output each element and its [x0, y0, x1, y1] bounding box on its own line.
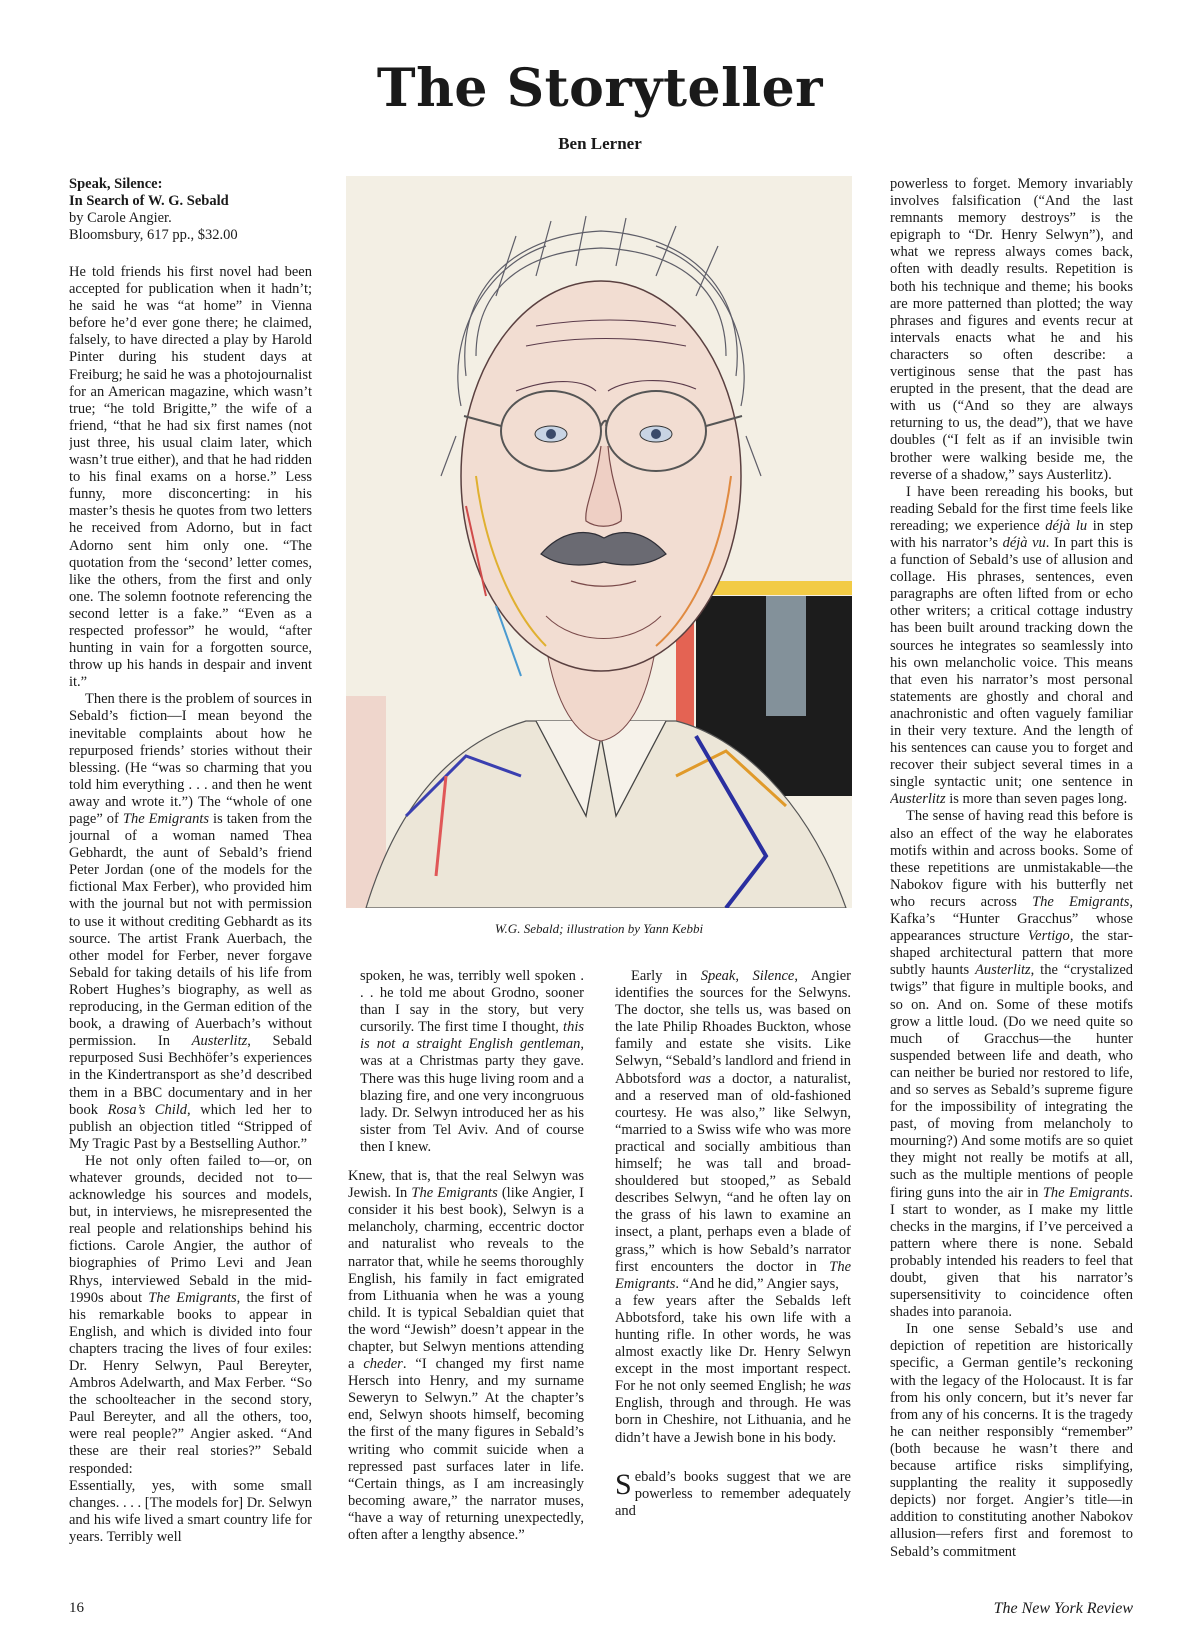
section-opening-paragraph: Sebald’s books suggest that we are powerless to remember adequately and [615, 1467, 851, 1519]
book-title [69, 176, 312, 210]
text-column-4 [890, 176, 1133, 1566]
portrait-illustration [346, 176, 852, 908]
block-quote-continuation: spoken, he was, terribly well spoken . . . he told me about Grodno, sooner than I say in the story, but very cursorily. The first time I thought, this is not a straight English gentleman, was at a Christmas party they gave. There was this huge living room and a blazing fire, and one very incongruous lady. Dr. Selwyn introduced her as his sister from Tel Aviv. And of course then I knew. [360, 968, 584, 1155]
block-quote: a few years after the Sebalds left Abbotsford, take his own life with a hunting rifle. In other words, he was almost exactly like Dr. Henry Selwyn except in the most important respect. For he not only seemed English; he was English, through and through. He was born in Cheshire, not Lithuania, and he didn’t have a Jewish bone in his body. [615, 1292, 851, 1446]
paragraph: Early in Speak, Silence, Angier identifies the sources for the Selwyns. The doctor, she tells us, was based on the late Philip Rhoades Buckton, whose family and estate she visits. Like Selwyn, “Sebald’s landlord and friend in Abbotsford was a doctor, a naturalist, and a reserved man of old-fashioned courtesy. He was also,” like Selwyn, “married to a Swiss wife who was more practical and socially ambitious than himself; he was tall and broad-shouldered but stooped,” as Sebald describes Selwyn, “and he often lay on the grass of his lawn to examine an insect, a plant, perhaps even a blade of grass,” which is how Sebald’s narrator first encounters the doctor in The Emigrants. “And he did,” Angier says, [615, 968, 851, 1292]
paragraph: The sense of having read this before is also an effect of the way he elaborates motifs within and across books. Some of these repetitions are unmistakable—the Nabokov figure with his butterfly net who recurs across The Emigrants, Kafka’s “Hunter Gracchus” whose appearances structure Vertigo, the star-shaped architectural pattern that more subtly haunts Austerlitz, the “crystalized twigs” that figure in multiple books, and so on. And on. Some of these motifs grow a little loud. (Do we need quite so much of Gracchus—the hunter suspended between life and death, who can neither be buried nor restored to life, and so serves as Sebald’s supreme figure for the impossibility of integrating the past, of moving from melancholy to mourning?) And some motifs are so quiet they might not really be motifs at all, such as the multiple mentions of people firing guns into the air in The Emigrants. I start to wonder, as I make my little checks in the margins, if I’ve perceived a pattern where there is none. Sebald probably intended his readers to feel that doubt, given that his narrator’s supersensitivity to coincidence often shades into paranoia. [890, 808, 1133, 1321]
portrait-drawing [346, 176, 852, 908]
paragraph: I have been rereading his books, but reading Sebald for the first time feels like rereading; we experience déjà lu in step with his narrator’s déjà vu. In part this is a function of Sebald’s use of allusion and collage. His phrases, sentences, even paragraphs are often lifted from or echo other writers; a critical cottage industry has been built around tracking down the sources he integrates so seamlessly into his own melancholic voice. This means that even his narrator’s most personal statements are ghostly and choral and anachronistic and often vaguely familiar in their very texture. And the length of his sentences can cause you to forget and recover their subject several times in a single syntactic unit; one sentence in Austerlitz is more than seven pages long. [890, 483, 1133, 808]
book-title-line-2: In Search of W. G. Sebald [69, 193, 229, 209]
book-author: by Carole Angier. [69, 210, 172, 226]
paragraph: In one sense Sebald’s use and depiction of repetition are historically specific, a German gentile’s reckoning with the legacy of the Holocaust. It is far from his only concern, but it’s never far from any of his concerns. It is the tragedy he can neither responsibly “remember” (both because he wasn’t there and because artifice risks simplifying, supplanting the reality it supposedly depicts) nor forget. Angier’s title—in addition to constituting another Nabokov allusion—refers first and foremost to Sebald’s commitment [890, 1321, 1133, 1560]
paragraph: He told friends his first novel had been accepted for publication when it hadn’t; he said he was “at home” in Vienna before he’d ever gone there; he claimed, falsely, to have directed a play by Harold Pinter during his student days at Freiburg; he said he was a photojournalist for an American magazine, which wasn’t true; “he told Brigitte,” the wife of a friend, “that he had six first names (not just three, his usual claim later, which wasn’t true either), and that he had ridden to his final exams on a horse.” Less funny, more disconcerting: in his master’s thesis he quotes from two letters he received from Adorno, but in fact Adorno sent him only one. “The quotation from the ‘second’ letter comes, like the others, from the first and only one. The solemn footnote referencing the second letter is a fake.” “Even as a respected professor” he would, “after hunting in vain for a forgotten source, throw up his hands in despair and invent it.” [69, 264, 312, 691]
page-number: 16 [69, 1600, 84, 1616]
article-title: The Storyteller [376, 58, 824, 119]
journal-name: The New York Review [993, 1600, 1133, 1617]
book-meta [69, 210, 312, 244]
book-publisher: Bloomsbury, 617 pp., $32.00 [69, 227, 238, 243]
text-column-2 [348, 968, 584, 1568]
text-column-1 [69, 176, 312, 1566]
book-title-line-1: Speak, Silence: [69, 176, 163, 192]
author-byline: Ben Lerner [558, 134, 642, 153]
illustration-caption: W.G. Sebald; illustration by Yann Kebbi [494, 921, 704, 936]
drop-cap: S [615, 1467, 632, 1501]
text-column-3 [615, 968, 851, 1568]
paragraph: Then there is the problem of sources in Sebald’s fiction—I mean beyond the inevitable complaints about how he repurposed friends’ stories without their blessing. (He “was so charming that you told him everything . . . and then he went away and wrote it.”) The “whole of one page” of The Emigrants is taken from the journal of a woman named Thea Gebhardt, the aunt of Sebald’s friend Peter Jordan (one of the models for the fictional Max Ferber), who provided him with the journal but not with permission to use it without crediting Gebhardt as its source. The artist Frank Auerbach, the other model for Ferber, never forgave Sebald for taking details of his life from Robert Hughes’s biography, as well as reproducing, in the German edition of the book, a drawing of Auerbach’s without permission. In Austerlitz, Sebald repurposed Susi Bechhöfer’s experiences in the Kindertransport as she’d described them in a BBC documentary and in her book Rosa’s Child, which led her to publish an objection titled “Stripped of My Tragic Past by a Bestselling Author.” [69, 691, 312, 1152]
block-quote: Essentially, yes, with some small changes. . . . [The models for] Dr. Selwyn and his wife lived a smart country life for years. Terribly well [69, 1477, 312, 1545]
paragraph: Knew, that is, that the real Selwyn was Jewish. In The Emigrants (like Angier, I consider it his best book), Selwyn is a melancholy, charming, eccentric doctor and naturalist who reveals to the narrator that, while he seems thoroughly English, his family in fact emigrated from Lithuania when he was a young child. It is typical Sebaldian quiet that the word “Jewish” doesn’t appear in the chapter, but Selwyn mentions attending a cheder. “I changed my first name Hersch into Henry, and my surname Seweryn to Selwyn.” At the chapter’s end, Selwyn shoots himself, becoming the first of the many figures in Sebald’s writing who commit suicide when a repressed past surfaces later in life. “Certain things, as I am increasingly becoming aware,” the narrator muses, “have a way of returning unexpectedly, often after a lengthy absence.” [348, 1168, 584, 1543]
paragraph: He not only often failed to—or, on whatever grounds, decided not to—acknowledge his sources and models, but, in interviews, he misrepresented the real people and relationships behind his fictions. Carole Angier, the author of biographies of Primo Levi and Jean Rhys, interviewed Sebald in the mid-1990s about The Emigrants, the first of his remarkable books to appear in English, and which is divided into four chapters tracing the lives of four exiles: Dr. Henry Selwyn, Paul Bereyter, Ambros Adelwarth, and Max Ferber. “So the schoolteacher in the second story, Paul Bereyter, and all the others, too, were real people?” Angier asked. “And these are their real stories?” Sebald responded: [69, 1152, 312, 1477]
paragraph: powerless to forget. Memory invariably involves falsification (“And the last remnants memory destroys” is the epigraph to “Dr. Henry Selwyn”), and what we repress always comes back, often with deadly results. Repetition is both his technique and theme; his books are more patterned than plotted; the way phrases and figures and events recur at intervals enacts what he and his characters so often describe: a vertiginous sense that the past has erupted in the present, that the dead are with us (“And so they are always returning to us, the dead”), that we have doubles (“I felt as if an invisible twin brother were walking beside me, the reverse of a shadow,” says Austerlitz). [890, 176, 1133, 483]
